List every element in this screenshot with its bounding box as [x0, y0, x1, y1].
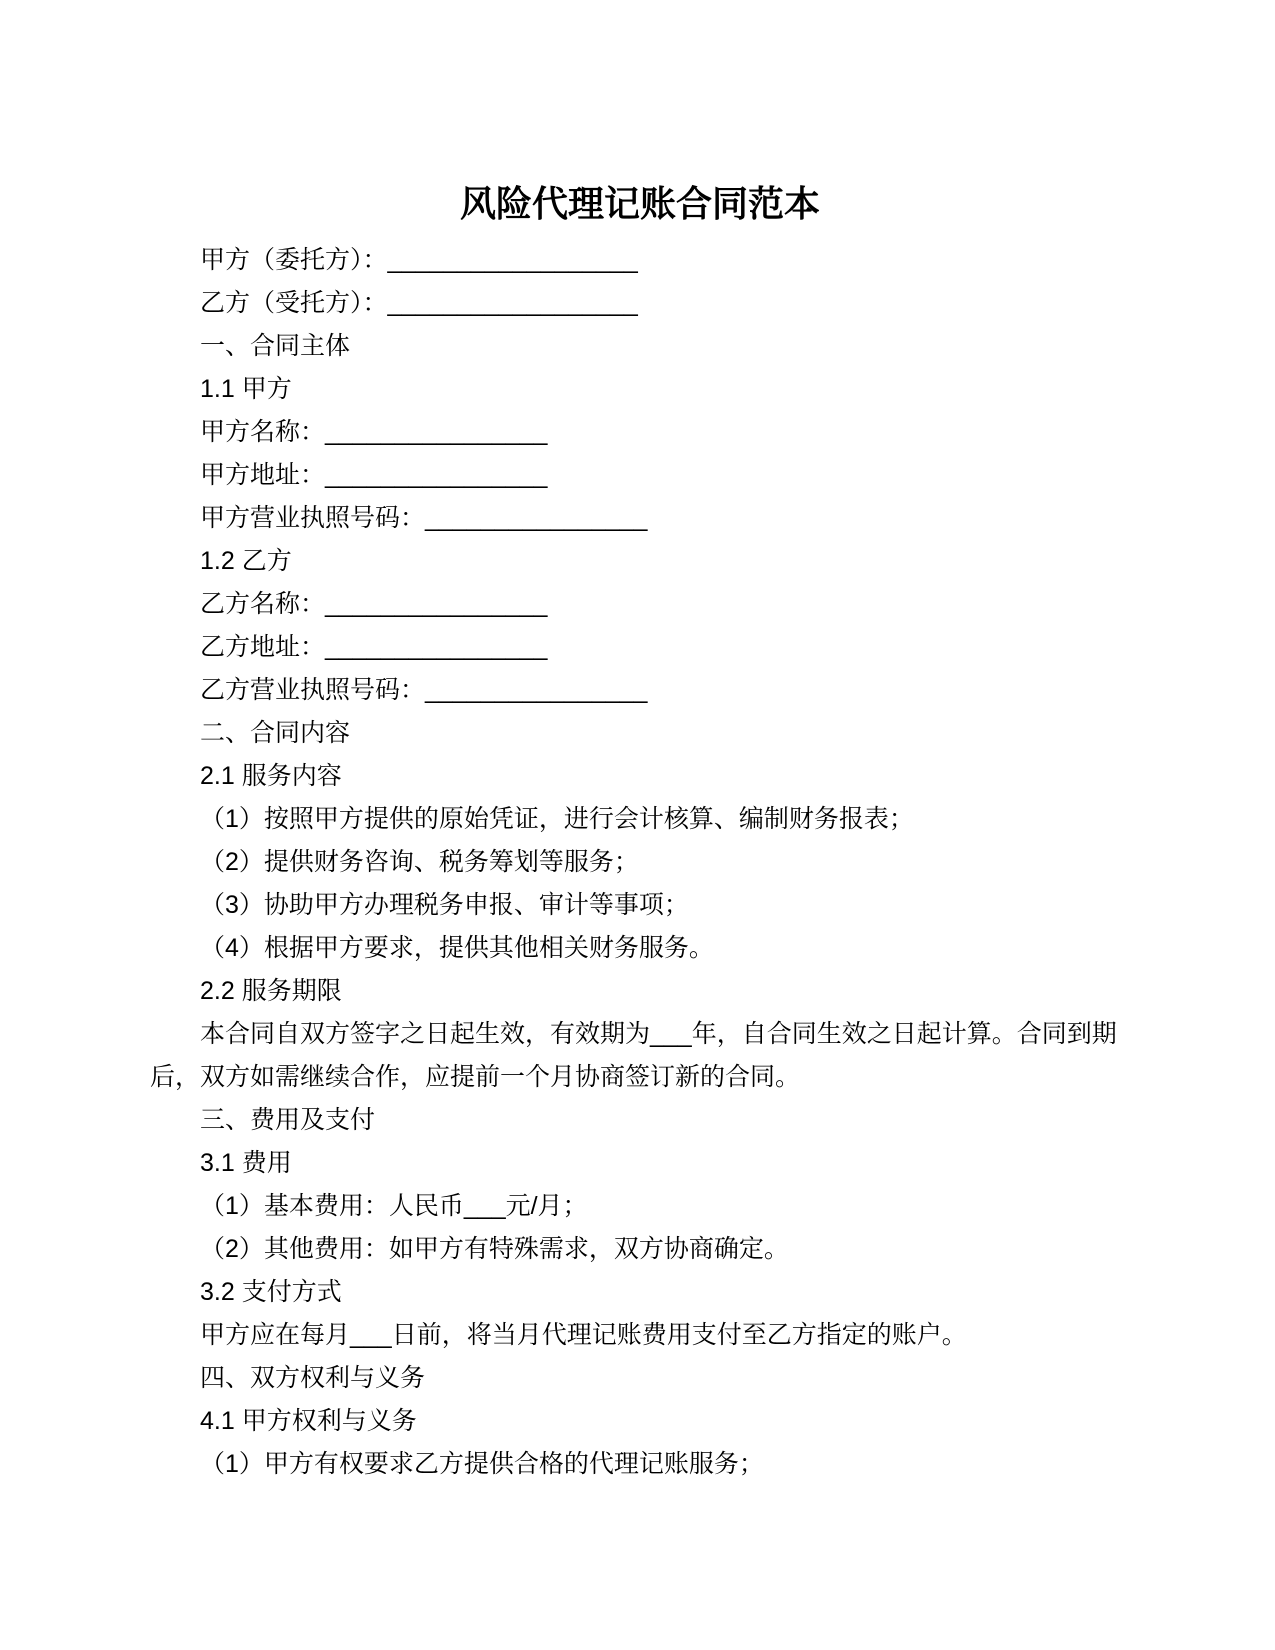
- document-line: 2.1 服务内容: [200, 762, 342, 790]
- document-line: 甲方名称：________________: [200, 418, 548, 446]
- document-line: 甲方应在每月___日前，将当月代理记账费用支付至乙方指定的账户。: [200, 1321, 967, 1349]
- document-line: 乙方名称：________________: [200, 590, 548, 618]
- document-line: 四、双方权利与义务: [200, 1364, 426, 1392]
- document-line: 二、合同内容: [200, 719, 351, 747]
- document-line: 3.2 支付方式: [200, 1278, 342, 1306]
- document-line: 乙方地址：________________: [200, 633, 548, 661]
- document-line: 2.2 服务期限: [200, 977, 342, 1005]
- document-line: （1）甲方有权要求乙方提供合格的代理记账服务；: [200, 1450, 764, 1478]
- document-line: （3）协助甲方办理税务申报、审计等事项；: [200, 891, 689, 919]
- document-line: 甲方地址：________________: [200, 461, 548, 489]
- document-line: 1.1 甲方: [200, 375, 292, 403]
- document-line: （1）按照甲方提供的原始凭证，进行会计核算、编制财务报表；: [200, 805, 914, 833]
- document-line: 3.1 费用: [200, 1149, 292, 1177]
- document-line: 本合同自双方签字之日起生效，有效期为___年，自合同生效之日起计算。合同到期后，双方如需继续合作，应提前一个月协商签订新的合同。: [150, 1020, 1117, 1091]
- document-body: [150, 239, 1130, 1486]
- document-line: （2）提供财务咨询、税务筹划等服务；: [200, 848, 639, 876]
- document-line: 4.1 甲方权利与义务: [200, 1407, 417, 1435]
- document-title: 风险代理记账合同范本: [459, 183, 820, 224]
- document-line: 甲方营业执照号码：________________: [200, 504, 648, 532]
- document-line: 乙方营业执照号码：________________: [200, 676, 648, 704]
- document-line: 一、合同主体: [200, 332, 351, 360]
- document-line: 乙方（受托方）：__________________: [200, 289, 638, 317]
- document-line: 三、费用及支付: [200, 1106, 376, 1134]
- document-line: （4）根据甲方要求，提供其他相关财务服务。: [200, 934, 714, 962]
- document-line: （2）其他费用：如甲方有特殊需求，双方协商确定。: [200, 1235, 789, 1263]
- document-line: 甲方（委托方）：__________________: [200, 246, 638, 274]
- document-line: （1）基本费用：人民币___元/月；: [200, 1192, 588, 1220]
- document-line: 1.2 乙方: [200, 547, 292, 575]
